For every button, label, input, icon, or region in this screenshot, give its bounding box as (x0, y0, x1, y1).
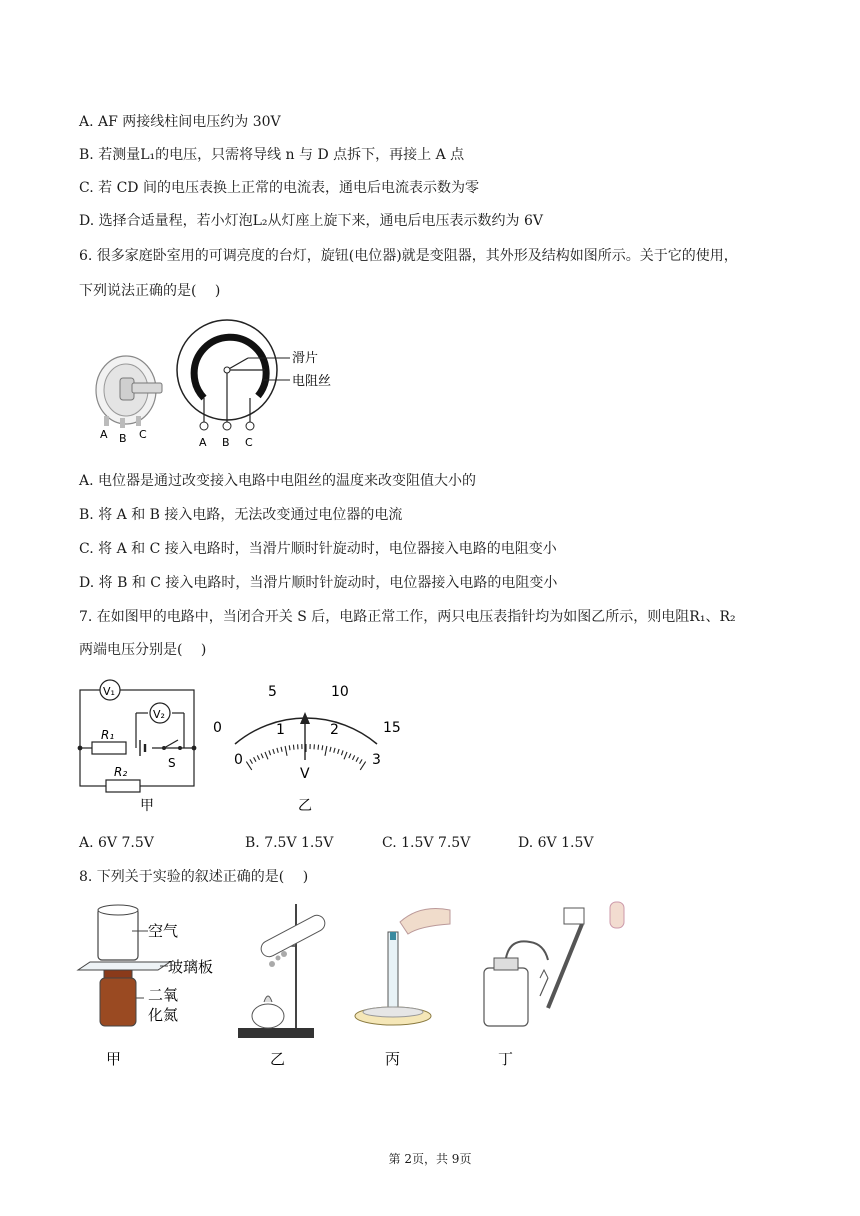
q6-stem-line1: 6. 很多家庭卧室用的可调亮度的台灯，旋钮(电位器)就是变阻器，其外形及结构如图所示。关于它的使用， (79, 248, 738, 264)
scale-top-0: 0 (213, 720, 222, 736)
dial-tick (338, 749, 340, 754)
q7-option-a: A. 6V 7.5V (79, 835, 154, 851)
voltmeter-dial (205, 678, 415, 818)
dial-tick (285, 746, 287, 756)
scale-bottom-1: 1 (276, 722, 285, 738)
dial-tick (246, 762, 251, 770)
scale-top-10: 10 (331, 684, 349, 700)
bottle-pump-experiment (484, 902, 624, 1068)
r2-label: R₂ (114, 765, 128, 779)
potentiometer-photo (96, 356, 162, 445)
dial-tick (277, 748, 278, 753)
q6-option-b: B. 将 A 和 B 接入电路，无法改变通过电位器的电流 (79, 507, 403, 523)
q6-option-c: C. 将 A 和 C 接入电路时，当滑片顺时针旋动时，电位器接入电路的电阻变小 (79, 541, 557, 557)
experiment-figures (70, 898, 630, 1074)
q5-option-b: B. 若测量L₁的电压，只需将导线 n 与 D 点拆下，再接上 A 点 (79, 147, 465, 163)
dial-tick (273, 749, 275, 754)
label-resistance-wire: 电阻丝 (292, 374, 332, 389)
mercury-tube-experiment (355, 909, 450, 1069)
dial-tick (289, 745, 290, 750)
test-tube-stand (238, 904, 328, 1068)
label-slider: 滑片 (292, 351, 319, 366)
dial-tick (265, 752, 268, 759)
label-no2-line2: 化氮 (148, 1006, 179, 1024)
dial-tick (330, 747, 331, 752)
label-air: 空气 (148, 922, 179, 940)
dial-tick (334, 748, 335, 753)
circuit-diagram (74, 676, 204, 816)
photo-terminal-a: A (100, 428, 108, 441)
page-footer: 第 2页，共 9页 (388, 1152, 472, 1166)
caption-jia-8: 甲 (106, 1050, 122, 1068)
q5-option-a: A. AF 两接线柱间电压约为 30V (79, 114, 281, 130)
resistor-r2 (106, 780, 140, 792)
photo-terminal-c: C (139, 428, 147, 441)
caption-yi: 乙 (298, 798, 312, 814)
dial-tick (269, 750, 271, 755)
dial-tick (293, 745, 294, 750)
dial-tick (261, 754, 263, 759)
v1-label: V₁ (103, 685, 115, 698)
dial-tick (250, 759, 253, 763)
label-glass-plate: 玻璃板 (168, 958, 214, 976)
q7-option-b: B. 7.5V 1.5V (245, 835, 334, 851)
caption-ding-8: 丁 (498, 1050, 514, 1068)
potentiometer-schematic (177, 320, 331, 449)
scale-bottom-2: 2 (330, 722, 339, 738)
q5-option-d: D. 选择合适量程，若小灯泡L₂从灯座上旋下来，通电后电压表示数约为 6V (79, 213, 544, 229)
scale-top-15: 15 (383, 720, 401, 736)
photo-terminal-b: B (119, 432, 127, 445)
q6-option-d: D. 将 B 和 C 接入电路时，当滑片顺时针旋动时，电位器接入电路的电阻变小 (79, 575, 558, 591)
q7-option-c: C. 1.5V 7.5V (382, 835, 471, 851)
terminal-c: C (245, 436, 253, 449)
resistor-r1 (92, 742, 126, 754)
r1-label: R₁ (101, 728, 115, 742)
dial-tick (360, 759, 363, 763)
dial-unit: V (300, 766, 310, 782)
caption-yi-8: 乙 (270, 1050, 286, 1068)
dial-tick (349, 754, 351, 759)
dial-tick (360, 762, 365, 770)
switch-label: S (168, 756, 176, 770)
terminal-b: B (222, 436, 230, 449)
dial-tick (281, 747, 282, 752)
dial-tick (254, 757, 256, 761)
potentiometer-figure (80, 318, 360, 450)
dial-tick (325, 746, 327, 756)
dial-tick (257, 755, 259, 759)
q7-stem-line2: 两端电压分别是( ) (79, 642, 207, 658)
scale-bottom-0: 0 (234, 752, 243, 768)
dial-tick (344, 752, 347, 759)
gas-diffusion-apparatus (78, 905, 213, 1068)
scale-top-5: 5 (268, 684, 277, 700)
dial-tick (322, 745, 323, 750)
q7-stem-line1: 7. 在如图甲的电路中，当闭合开关 S 后，电路正常工作，两只电压表指针均为如图乙所示，则电阻R₁、R₂ (79, 609, 736, 625)
label-no2-line1: 二氧 (148, 986, 179, 1004)
scale-bottom-3: 3 (372, 752, 381, 768)
dial-tick (341, 750, 343, 755)
terminal-a: A (199, 436, 207, 449)
q7-option-d: D. 6V 1.5V (518, 835, 594, 851)
dial-tick (318, 745, 319, 750)
q8-stem: 8. 下列关于实验的叙述正确的是( ) (79, 869, 309, 885)
q5-option-c: C. 若 CD 间的电压表换上正常的电流表，通电后电流表示数为零 (79, 180, 479, 196)
caption-jia: 甲 (140, 798, 154, 814)
v2-label: V₂ (153, 708, 165, 721)
q6-option-a: A. 电位器是通过改变接入电路中电阻丝的温度来改变阻值大小的 (79, 473, 477, 489)
dial-tick (352, 755, 354, 759)
dial-tick (356, 757, 358, 761)
caption-bing-8: 丙 (385, 1050, 401, 1068)
q6-stem-line2: 下列说法正确的是( ) (79, 283, 221, 299)
